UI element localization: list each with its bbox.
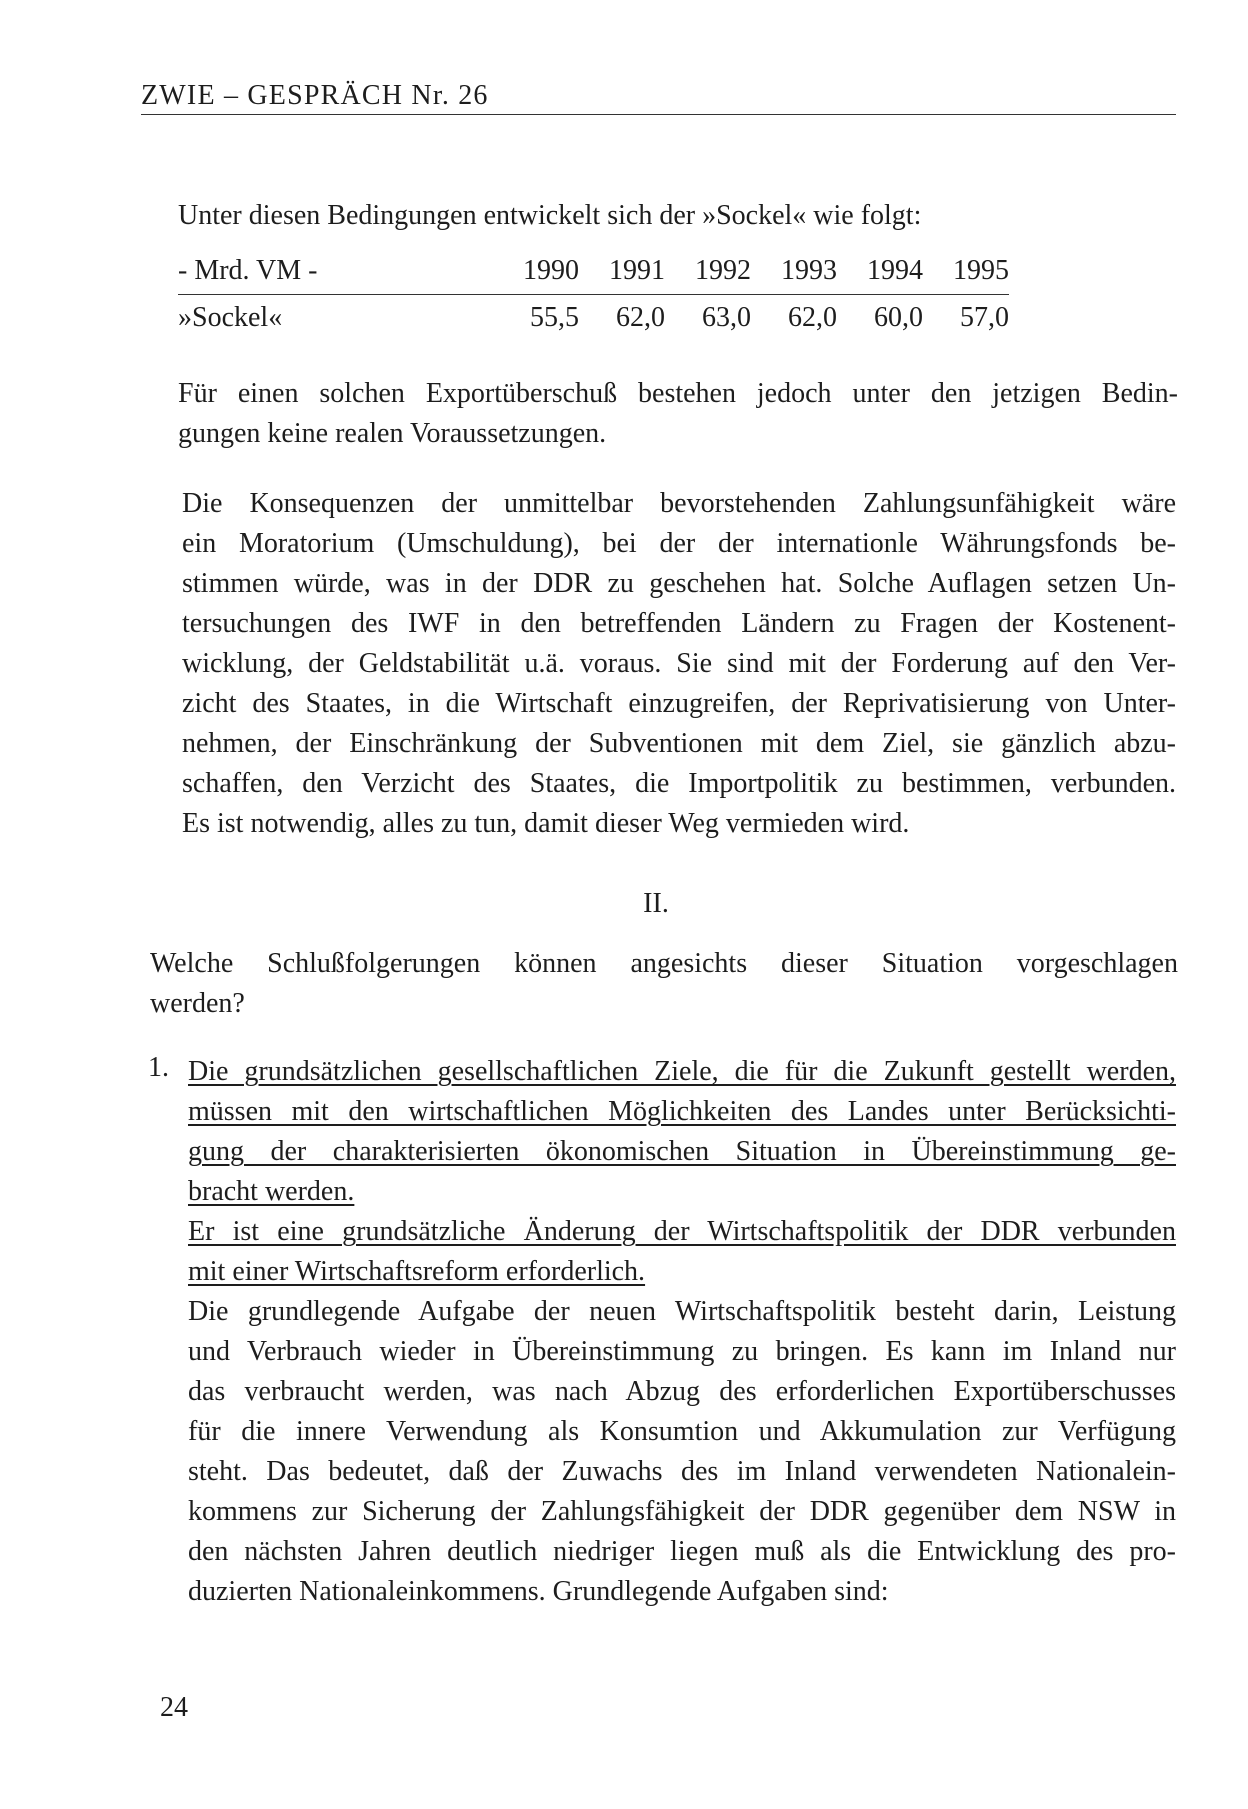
text-line: Die Konsequenzen der unmittelbar bevorstehenden Zahlungsunfähigkeit wäre (182, 488, 1176, 519)
text-line: Welche Schlußfolgerungen können angesichts dieser Situation vorgeschlagen (150, 948, 1178, 979)
table-value: 55,5 (530, 302, 579, 333)
text-line: duzierten Nationaleinkommens. Grundlegende Aufgaben sind: (188, 1576, 889, 1607)
table-year: 1994 (837, 248, 923, 295)
paragraph-export-surplus (178, 374, 1178, 454)
paragraph-question (150, 944, 1178, 1024)
list-item-1 (188, 1052, 1176, 1612)
table-row-label: »Sockel« (178, 302, 283, 333)
intro-line: Unter diesen Bedingungen entwickelt sich der »Sockel« wie folgt: (178, 200, 922, 231)
table-value: 60,0 (874, 302, 923, 333)
header-title: ZWIE – GESPRÄCH Nr. 26 (141, 80, 489, 111)
table-row (178, 295, 1009, 342)
table-value: 63,0 (702, 302, 751, 333)
sockel-table (178, 248, 1009, 341)
table-year: 1993 (751, 248, 837, 295)
underlined-line: müssen mit den wirtschaftlichen Möglichkeiten des Landes unter Berücksichti- (188, 1096, 1176, 1127)
text-line: Es ist notwendig, alles zu tun, damit dieser Weg vermieden wird. (182, 808, 910, 839)
text-line: gungen keine realen Voraussetzungen. (178, 418, 607, 449)
text-line: wicklung, der Geldstabilität u.ä. voraus. Sie sind mit der Forderung auf den Ver- (182, 648, 1176, 679)
page-number: 24 (160, 1692, 188, 1723)
table-year: 1991 (579, 248, 665, 295)
text-line: werden? (150, 988, 245, 1019)
text-line: tersuchungen des IWF in den betreffenden Ländern zu Fragen der Kostenent- (182, 608, 1176, 639)
table-value: 57,0 (960, 302, 1009, 333)
underlined-line: Die grundsätzlichen gesellschaftlichen Ziele, die für die Zukunft gestellt werden, (188, 1056, 1176, 1087)
text-line: für die innere Verwendung als Konsumtion und Akkumulation zur Verfügung (188, 1416, 1176, 1447)
table-value: 62,0 (788, 302, 837, 333)
text-line: schaffen, den Verzicht des Staates, die Importpolitik zu bestimmen, verbunden. (182, 768, 1176, 799)
text-line: kommens zur Sicherung der Zahlungsfähigkeit der DDR gegenüber dem NSW in (188, 1496, 1176, 1527)
paragraph-consequences (182, 484, 1176, 844)
text-line: Für einen solchen Exportüberschuß bestehen jedoch unter den jetzigen Bedin- (178, 378, 1178, 409)
table-year: 1995 (923, 248, 1009, 295)
table-header-row (178, 248, 1009, 295)
text-line: ein Moratorium (Umschuldung), bei der der internationle Währungsfonds be- (182, 528, 1176, 559)
text-line: das verbraucht werden, was nach Abzug des erforderlichen Exportüberschusses (188, 1376, 1176, 1407)
underlined-line: bracht werden. (188, 1176, 355, 1207)
underlined-line: gung der charakterisierten ökonomischen Situation in Übereinstimmung ge- (188, 1136, 1176, 1167)
running-header (141, 76, 1176, 115)
table-year: 1992 (665, 248, 751, 295)
text-line: und Verbrauch wieder in Übereinstimmung zu bringen. Es kann im Inland nur (188, 1336, 1176, 1367)
text-line: den nächsten Jahren deutlich niedriger liegen muß als die Entwicklung des pro- (188, 1536, 1176, 1567)
text-line: stimmen würde, was in der DDR zu geschehen hat. Solche Auflagen setzen Un- (182, 568, 1176, 599)
text-line: steht. Das bedeutet, daß der Zuwachs des im Inland verwendeten Nationalein- (188, 1456, 1176, 1487)
underlined-line: Er ist eine grundsätzliche Änderung der Wirtschaftspolitik der DDR verbunden (188, 1216, 1176, 1247)
underlined-line: mit einer Wirtschaftsreform erforderlich. (188, 1256, 646, 1287)
text-line: nehmen, der Einschränkung der Subventionen mit dem Ziel, sie gänzlich abzu- (182, 728, 1176, 759)
table-year: 1990 (493, 248, 579, 295)
table-unit-label: - Mrd. VM - (178, 248, 493, 295)
intro-text (178, 196, 998, 236)
text-line: zicht des Staates, in die Wirtschaft einzugreifen, der Reprivatisierung von Unter- (182, 688, 1176, 719)
text-line: Die grundlegende Aufgabe der neuen Wirtschaftspolitik besteht darin, Leistung (188, 1296, 1176, 1327)
table-value: 62,0 (616, 302, 665, 333)
section-heading (0, 888, 1248, 920)
section-number: II. (643, 888, 669, 919)
list-number: 1. (148, 1052, 169, 1083)
